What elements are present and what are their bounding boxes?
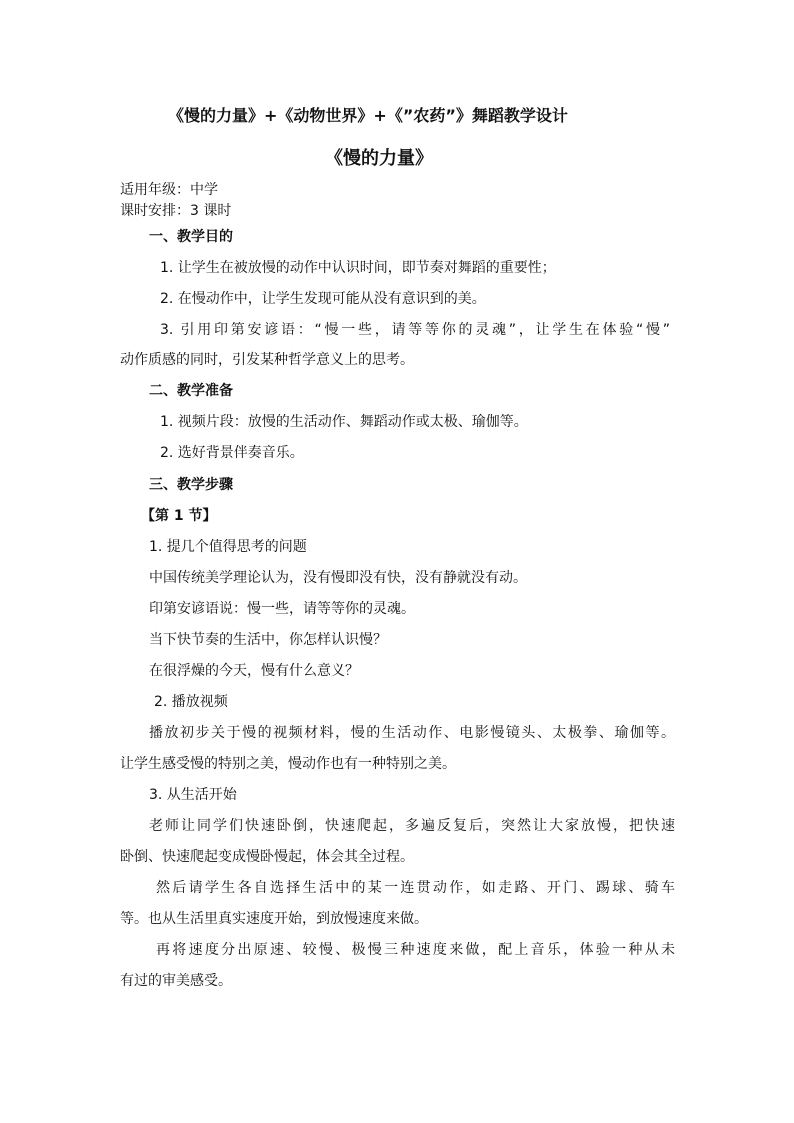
step-paragraph: 中国传统美学理论认为，没有慢即没有快，没有静就没有动。	[149, 570, 527, 586]
step-paragraph: 印第安谚语说：慢一些，请等等你的灵魂。	[149, 601, 415, 617]
document-title: 《慢的力量》+《动物世界》+《”农药”》舞蹈教学设计	[168, 106, 568, 125]
step-heading: 3. 从生活开始	[149, 787, 237, 803]
section-heading-steps: 三、教学步骤	[149, 477, 233, 493]
preparation-item: 2. 选好背景伴奏音乐。	[160, 445, 304, 461]
step-heading: 1. 提几个值得思考的问题	[149, 539, 307, 555]
preparation-item: 1. 视频片段：放慢的生活动作、舞蹈动作或太极、瑜伽等。	[160, 414, 528, 430]
lesson-heading: 【第 1 节】	[141, 508, 217, 524]
step-paragraph: 当下快节奏的生活中，你怎样认识慢？	[149, 632, 387, 648]
grade-info: 适用年级：中学	[120, 182, 218, 198]
section-heading-purpose: 一、教学目的	[149, 229, 233, 245]
step-heading: 2. 播放视频	[154, 694, 228, 710]
step-paragraph-continued: 让学生感受慢的特别之美，慢动作也有一种特别之美。	[120, 756, 456, 772]
purpose-item: 1. 让学生在被放慢的动作中认识时间，即节奏对舞蹈的重要性；	[160, 260, 556, 276]
step-paragraph-continued: 等。也从生活里真实速度开始，到放慢速度来做。	[120, 911, 428, 927]
purpose-item-continued: 动作质感的同时，引发某种哲学意义上的思考。	[120, 352, 414, 368]
section-heading-preparation: 二、教学准备	[149, 383, 233, 399]
document-subtitle: 《慢的力量》	[325, 148, 433, 169]
step-paragraph-continued: 卧倒、快速爬起变成慢卧慢起，体会其全过程。	[120, 849, 414, 865]
step-paragraph: 老师让同学们快速卧倒，快速爬起，多遍反复后，突然让大家放慢，把快速	[149, 818, 675, 834]
purpose-item: 3. 引用印第安谚语：“慢一些，请等等你的灵魂”，让学生在体验“慢”	[160, 322, 670, 338]
step-paragraph: 再将速度分出原速、较慢、极慢三种速度来做，配上音乐，体验一种从未	[156, 942, 675, 958]
purpose-item: 2. 在慢动作中，让学生发现可能从没有意识到的美。	[160, 291, 486, 307]
step-paragraph-continued: 有过的审美感受。	[120, 973, 232, 989]
step-paragraph: 在很浮燥的今天，慢有什么意义？	[149, 663, 359, 679]
step-paragraph: 然后请学生各自选择生活中的某一连贯动作，如走路、开门、踢球、骑车	[156, 880, 675, 896]
step-paragraph: 播放初步关于慢的视频材料，慢的生活动作、电影慢镜头、太极拳、瑜伽等。	[149, 725, 675, 741]
schedule-info: 课时安排：3 课时	[120, 203, 232, 219]
